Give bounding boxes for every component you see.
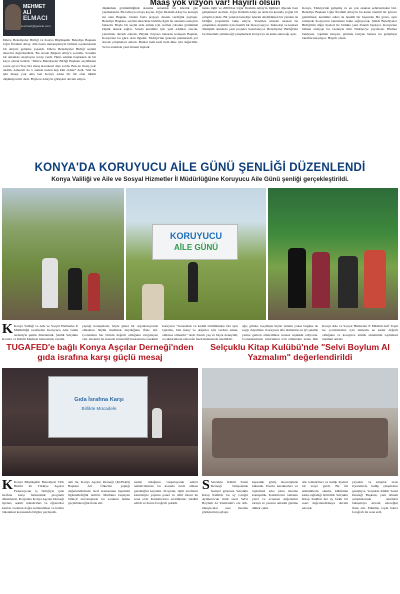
banner-title-2: AİLE GÜNÜ	[174, 243, 218, 252]
top-column-4: Konya, Türkiye'nin gelişmiş ve en çok okunan şehirlerinden biri. Belediye Başkanı Uğur İbrahim Altay'ın bu kadar önemli bir göreve getirilmesi, kentimiz adına da önemli bir başarıdır. Bu görev, aynı zamanda Konya'nın tanıtımına katkı sağlayacak. Şimdi Belediyeler Birliği'nin diğer üyeleri ile birlikte yeni dönem başlıyor. Konya'nın hizmet anlayışı bu vesileyle tüm Türkiye'ye yayılacak. Hizmet bekleyen, yapmak isteyen, görmek isteyen herkes bu gelişmeyi takdirle karşılıyor. Hayırlı olsun.	[302, 6, 397, 41]
event-banner	[152, 224, 238, 260]
main-headline: KONYA'DA KORUYUCU AİLE GÜNÜ ŞENLİĞİ DÜZENLENDİ	[34, 162, 366, 174]
event-photo-left	[2, 188, 124, 320]
main-column-1: K Konya Valiliği ve Aile ve Sosyal Hizmetler İl Müdürlüğü tarafından Koruyucu Aile Günü nedeniyle şenlik düzenlendi. Şenlik Selçuklu Kongre ve Kültür Merkezi bahçesinde yapıldı.	[2, 324, 78, 340]
person-figure	[338, 256, 358, 308]
top-headline: Maaş yok vizyon var! Hayırlı olsun	[150, 0, 281, 7]
main-column-2: yaptığı konuşmada, böyle güzel bir organizasyonda olmaktan büyük mutluluk duyduğunu ifade etti. Çocukların her birinin değerli olduğunu vurgulayan vali, ailelerin bu konuda gösterdiği hassasiyete teşekkür	[82, 324, 158, 340]
author-photo	[5, 4, 21, 30]
speaker-figure	[152, 408, 162, 438]
author-last-name: ELMACI	[23, 15, 48, 22]
audience	[2, 446, 198, 476]
right-story-column-1: S Selçuklu Kültür Sanat Derneği bünyesinde faaliyet gösteren Selçuklu Kitap Kulübü, bu ay Cengiz Aytmatov'un ünlü eseri Selvi Boylum Al Yazmalım'ı ele aldı. Okuyucular eser üzerine görüşlerini paylaştı.	[202, 480, 248, 515]
banner-title: KORUYUCU	[169, 231, 222, 241]
left-story-column-2: dalı ile, Konya Aşçılar Derneği (KONAD) Başkanı Ali Ülke'nin yaptığı değerlendirmede israf konusunun hepimizi ilgilendirdiğini belirtti. Mutfakta başlayan bilinçli davranışlarla bu sorunun önüne geçilebileceğini ifade etti.	[68, 480, 130, 506]
speaker-figure	[188, 262, 198, 302]
person-figure	[288, 248, 306, 308]
right-story-photo	[202, 368, 398, 476]
right-story-column-2: kapsamlı görüş alışverişinde bulundu. Eserin karakterleri ve toplumsal arka planı üzerine konuşuldu. Katılımcılar romanın yerel ve evrensel değerlerini tartıştı ve yazarın anlatım gücüne dikkat çekti.	[252, 480, 298, 510]
main-column-5: Konya Aile ve Sosyal Hizmetler İl Müdürü Arif Topal ise çocuklarımız için ailelerin ne kadar değerli olduğunu ve koruyucu ailelik sisteminin toplumsal önemini anlattı.	[322, 324, 398, 340]
event-photo-center	[126, 188, 266, 320]
left-story-photo	[2, 368, 198, 476]
projection-screen	[48, 376, 148, 438]
main-column-3: koruyucu "Sonsuzluk ve kadim bölümünden biri aynı toplama, bizi inanç ve değerler için verilen emek, olmazsa olmazdır" dedi. Sınırlı yaş ve hayat deneyimi, çocuklarımızın geleceğe hazırlanmasında önemlidir.	[162, 324, 238, 340]
room-wall	[202, 368, 398, 408]
person-figure	[88, 273, 100, 311]
screen-title: Gıda İsrafına Karşı	[74, 397, 124, 403]
left-story-column-1: K Konya Büyükşehir Belediyesi STK Birimi ile Türkiye Aşçılar Federasyonu iş birliğiyle gıda israfına karşı farkındalık programı düzenlendi. Programa Konya Aşçılar Derneği üyeleri, sektör temsilcileri ve öğrenciler katıldı. Gıdanın doğru kullanılması ve israfın önlenmesi konusunda bilgiler paylaşıldı.	[2, 480, 64, 515]
right-story-column-4: yayınlar ve kitaplar arası ziyaretlerle kulüp çalışmaları genişliyor. Selçuklu Kültür Sanat Derneği Başkanı, yeni dönem çalışmalarının okurlarla buluşmaya devam edeceğini ifade etti. Etkinlik, toplu hatıra fotoğrafı ile sona erdi.	[352, 480, 398, 515]
main-subhead: Konya Valiliği ve Aile ve Sosyal Hizmetler İl Müdürlüğüne Koruyucu Aile Günü şenliği gerçekleştirildi.	[51, 176, 349, 183]
screen-subtitle: Birlikte Mücadele	[81, 406, 117, 411]
top-column-2: düşünmek görüntülüğünü sisteme anlamlık bir liderlik güç yapmaktadır. Bu tabloyu ortaya koyan, Uğur İbrahim Altay bu konuyu ele alan Başkan, birden fazla projeye destek verdiğini paylaştı. Belediye Başkanı, seçimi sürecinde bizimle ilgili bu alandan sonuçları bahsetti. Böyle bir seçim elde etmek için verilen çabanın görüntüsü büyük destek sağlar. Sırada kentimiz için yeni adımlar olacak, yatırımlar devam edecek. Büyük vizyona bakarak konuşan Başkan, Konya'nın bu güce olan ilgisini, Türkiye'nin gelecek planlarında yer alacak çalışmaları anlattı. Bunlar hem kent hem ülke için değerlidir. Ve bu anlamda yeni dönem başladı.	[102, 6, 198, 49]
person-figure	[42, 258, 58, 308]
author-name	[23, 4, 55, 22]
person-figure	[312, 252, 330, 308]
person-figure	[142, 284, 164, 320]
event-photo-right	[268, 188, 398, 320]
person-figure	[364, 250, 386, 308]
main-column-4: ağır, gibiler. Geçmişin hiçbir anlamı yoksa bugüne de saygı duyulmaz. Koruyucu aile hizmetini en iyi şekilde yerine getiren ailelerimize sonsuz teşekkür ediyoruz. Çocuklarımızın gelecekleri için elimizden gelen tüm	[242, 324, 318, 340]
author-box	[3, 0, 55, 36]
right-story-headline: Selçuklu Kitap Kulübü'nde "Selvi Boylum Al Yazmalım" değerlendirildi	[210, 342, 390, 362]
left-story-column-3: neden olduğunu vurgulayarak sektör temsilcilerinin bu konuda öncü olması gerektiğini kaydetti. Program, ilgili tarafların katılımıyla yapılan panel ve ödül töreni ile sona erdi. Katılımcılara sertifikaları takdim edildi ve hatıra fotoğrafı çekildi.	[134, 480, 198, 506]
top-column-3: hakkı ilgili ve 2009'dan Uğur İbrahim Altay'ın ilgilileri diyerek bazı gelişmeleri sıraladı. Uğur İbrahim Altay şu anda bu konuda yoğun bir çalışma içinde. Bir yandan belediye işlerini sürdürürken bir yandan da birliğin projelerini takip ediyor. Yerelden ulusala uzanan bu çalışmalar, hepimiz için önemli bir mesaj taşıyor. Teknoloji ve kentsel dönüşüm alanında yeni projeler hazırlanıyor. Belediyeler Birliği'nin bu dönemde yürüteceği çalışmaların Konya'ya da katkı sunacağı açık.	[202, 6, 298, 36]
right-story-column-3: aile temsilcileri ve kulüp üyeleri bir araya geldi. Bu tür etkinliklerin okuma kültürüne katkı sağladığı belirtildi. Selçuklu Kitap Kulübü her ay farklı bir eseri değerlendirmeye devam edecek.	[302, 480, 348, 510]
author-first-name: MEHMET ALİ	[23, 4, 46, 16]
author-email: a.elmaci@gazete.com	[21, 24, 51, 28]
person-figure	[68, 268, 82, 310]
table-group	[212, 418, 388, 458]
top-column-1: Düzce Belediyeler Birliği ve Konya Büyükşehir Belediye Başkanı Uğur İbrahim Altay, dün basın mensuplarıyla birlikte toplantısında bir sürpriz gelişme yaşandı. Düzce Belediyeler Birliği seçimi sürecini değerlendirdi. Bu sırada Başkan Altay'a soruldu. Sorumu bir anlamda onaylayan cevap verdi. Hatta adımın başlarken de bir kayıt olarak belirtti. "Düzce Belediyeler Birliği Başkanı seçildikten sonra ayrıca 'Kaç lira maaş alacaksın' diye sordu. Ben de 'maaş yok' dedim. Amacım da 'o zaman neden hep kim olduu?' dedi. 'Sizi bu işin maaşı yok ama ben Konya adına bir ilk olan ilkimi düşünüyorum' dedi. Böylece Altay'ın görüşleri devam ediyor.	[3, 38, 96, 81]
left-story-headline: TUGAFED'e bağlı Konya Aşçılar Derneği'nden gıda israfına karşı güçlü mesaj	[6, 342, 194, 362]
